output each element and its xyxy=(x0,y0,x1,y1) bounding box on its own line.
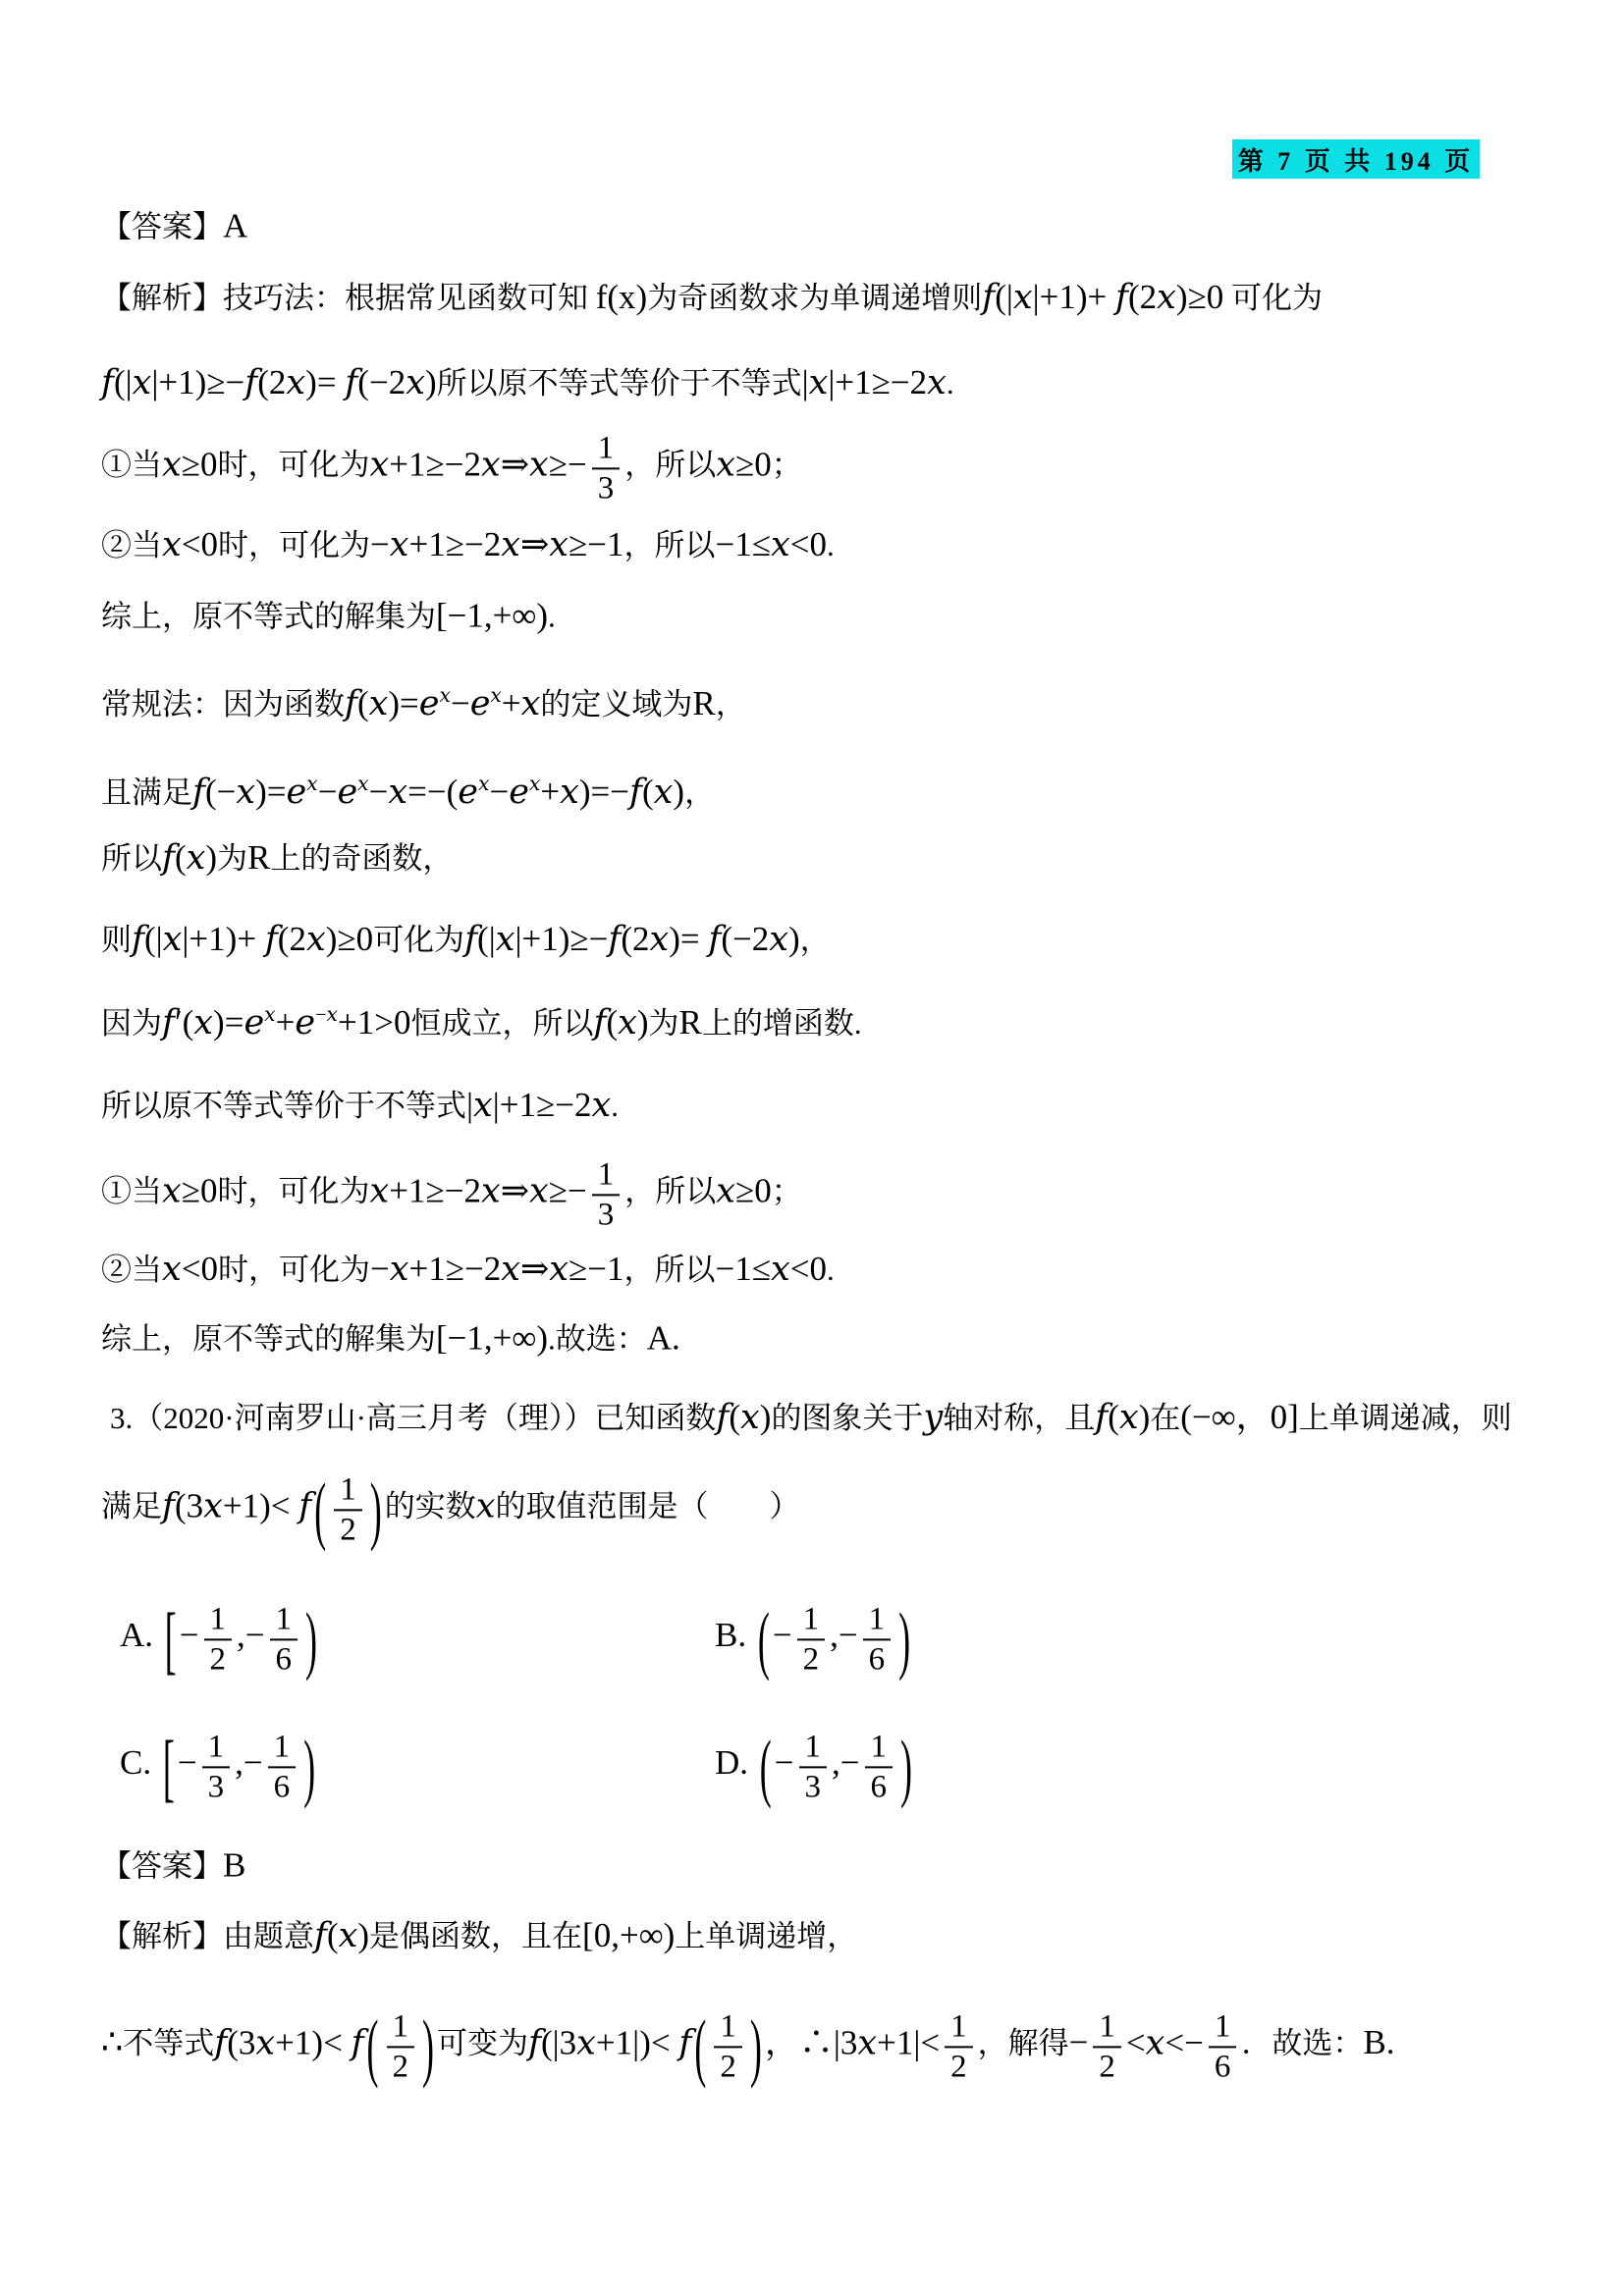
text-run: 【解析】由题意 xyxy=(101,1918,314,1953)
big-delimiter: [ xyxy=(164,1597,177,1682)
big-delimiter: ) xyxy=(900,1725,913,1809)
math-run: −1≤x<0 xyxy=(715,1249,827,1289)
line-case-2a xyxy=(101,521,835,568)
fraction-numerator: 1 xyxy=(868,1601,886,1637)
fraction-denominator: 2 xyxy=(204,1638,233,1677)
text-run: 可化为 xyxy=(373,922,465,957)
text-run: 不等式 xyxy=(123,2026,215,2061)
text-run: . xyxy=(548,599,556,634)
fraction xyxy=(865,1730,893,1803)
text-run: 上的增函数. xyxy=(701,1005,862,1041)
big-delimiter: ) xyxy=(422,2004,435,2089)
math-run: f(x)= xyxy=(345,683,419,723)
text-run: 时，可化为 xyxy=(217,448,370,483)
big-delimiter: [ xyxy=(162,1725,175,1809)
line-equiv xyxy=(101,1082,619,1129)
superscript: −x xyxy=(315,1002,338,1027)
roman-run: R xyxy=(692,683,716,722)
text-run: ， xyxy=(684,774,716,810)
fraction-denominator: 3 xyxy=(592,467,621,506)
line-analysis-3-intro xyxy=(101,1912,857,1959)
fraction-denominator: 6 xyxy=(270,1638,298,1677)
text-run: . xyxy=(826,527,835,562)
math-run: |x|+1≥−2x xyxy=(466,1085,612,1125)
math-run: −x=−( xyxy=(368,772,459,812)
text-run: . xyxy=(946,365,954,400)
big-delimiter: ( xyxy=(759,1725,772,1809)
text-run: 所以原不等式等价于不等式 xyxy=(436,365,802,400)
math-run: − xyxy=(177,1743,197,1783)
superscript: x xyxy=(264,1002,276,1027)
math-run: x≥0 xyxy=(162,445,218,485)
math-run: − xyxy=(450,683,470,722)
text-run: ； xyxy=(771,448,802,483)
text-run: .故选： xyxy=(548,1321,647,1357)
math-run: f(x) xyxy=(162,837,218,878)
line-case-1b xyxy=(101,1157,802,1231)
line-option-d xyxy=(715,1725,915,1809)
text-run: 时，可化为 xyxy=(218,527,370,562)
fraction xyxy=(270,1602,298,1676)
math-power-run: $e^x$ xyxy=(337,772,369,812)
math-run: f′(x)= xyxy=(162,1002,244,1042)
math-run: f(|3x+1|)< f xyxy=(528,2023,692,2063)
text-run: ； xyxy=(771,1174,802,1209)
math-run: − xyxy=(772,1616,792,1655)
roman-run: B. xyxy=(1363,2023,1395,2062)
math-run: x+1≥−2x⇒x≥− xyxy=(369,445,587,485)
text-run: 所以 xyxy=(101,840,162,876)
math-power-run: $e^{-x}$ xyxy=(295,1002,338,1042)
text-run: 因为 xyxy=(101,1005,162,1041)
math-run: f(x) xyxy=(314,1915,370,1955)
math-run: f(|x|+1)+ f(2x)≥0 xyxy=(132,919,374,959)
text-run: 【答案】 xyxy=(101,1848,223,1884)
roman-run: D. xyxy=(715,1743,757,1783)
text-run: 【解析】技巧法：根据常见函数可知 xyxy=(101,280,596,315)
line-derivative xyxy=(101,999,862,1046)
math-run: ,− xyxy=(830,1616,858,1655)
fraction xyxy=(1093,2009,1121,2083)
line-analysis-3-solution xyxy=(101,2004,1395,2089)
line-answer-1 xyxy=(101,202,247,248)
fraction-denominator: 3 xyxy=(799,1766,828,1804)
text-run: ．故选： xyxy=(1241,2026,1364,2061)
text-run: ，所以 xyxy=(624,1174,717,1209)
fraction-denominator: 2 xyxy=(1093,2046,1121,2084)
math-run: + xyxy=(275,1002,296,1041)
fraction-numerator: 1 xyxy=(340,1471,356,1508)
math-run: ,− xyxy=(832,1743,860,1783)
math-run: f(x) xyxy=(716,1397,772,1437)
math-run: − xyxy=(489,772,510,811)
fraction-numerator: 1 xyxy=(209,1601,227,1637)
text-run: 可化为 xyxy=(1223,280,1324,315)
math-run: +x xyxy=(501,683,541,723)
fraction xyxy=(268,1730,297,1803)
math-power-run: $e^x$ xyxy=(418,683,451,723)
math-run: (−∞，0] xyxy=(1180,1397,1299,1436)
math-run: − xyxy=(317,772,338,811)
fraction xyxy=(204,1602,233,1676)
fraction-numerator: 1 xyxy=(207,1729,225,1765)
line-option-c xyxy=(120,1725,318,1809)
fraction-numerator: 1 xyxy=(275,1601,293,1637)
page-number-badge: 第 7 页 共 194 页 xyxy=(1232,139,1480,179)
math-run: +x)=−f(x) xyxy=(540,772,685,812)
math-run: x≥0 xyxy=(162,1171,218,1211)
line-question-3 xyxy=(110,1394,1512,1441)
big-delimiter: ( xyxy=(694,2004,707,2089)
fraction-denominator: 2 xyxy=(387,2046,415,2084)
fraction-denominator: 6 xyxy=(268,1766,297,1804)
math-power-run: $e^x$ xyxy=(469,683,502,723)
fraction-numerator: 1 xyxy=(870,1729,888,1765)
fraction-numerator: 1 xyxy=(392,2008,409,2045)
math-run: f(|x|+1)≥−f(2x)= f(−2x) xyxy=(464,919,800,959)
fraction xyxy=(714,2009,742,2083)
text-run: ，所以 xyxy=(623,1252,716,1287)
text-run: 的图象关于 xyxy=(771,1400,924,1435)
fraction-numerator: 1 xyxy=(1214,2008,1231,2045)
fraction-numerator: 1 xyxy=(597,430,615,466)
roman-run: A xyxy=(223,206,248,245)
math-run: ,− xyxy=(235,1743,263,1783)
math-run: − xyxy=(1068,2023,1089,2062)
math-run: f(3x+1)< f xyxy=(162,1486,312,1526)
text-run: 【答案】 xyxy=(101,209,223,244)
math-run: x+1≥−2x⇒x≥− xyxy=(369,1171,587,1211)
line-conclusion-b xyxy=(101,1314,680,1361)
text-run: 则 xyxy=(101,922,132,957)
math-power-run: $e^x$ xyxy=(509,772,541,812)
fraction-numerator: 1 xyxy=(950,2008,967,2045)
text-run: 的实数 xyxy=(384,1489,476,1524)
fraction-numerator: 1 xyxy=(597,1156,615,1193)
text-run: 上的奇函数， xyxy=(270,840,454,876)
line-answer-3 xyxy=(101,1842,245,1888)
text-run: ②当 xyxy=(101,527,162,562)
text-run: 所以原不等式等价于不等式 xyxy=(101,1088,466,1123)
fraction-numerator: 1 xyxy=(1099,2008,1115,2045)
text-run: 为奇函数求为单调递增则 xyxy=(647,280,983,315)
fraction-numerator: 1 xyxy=(720,2008,736,2045)
line-option-a xyxy=(120,1597,320,1682)
text-run: 是偶函数，且在 xyxy=(369,1918,583,1953)
line-conclusion-a xyxy=(101,592,556,638)
fraction-denominator: 2 xyxy=(945,2046,973,2084)
fraction-denominator: 6 xyxy=(865,1766,893,1804)
fraction xyxy=(202,1730,231,1803)
text-run: ，解得 xyxy=(977,2026,1069,2061)
line-case-1a xyxy=(101,431,802,505)
math-run: f(−x)= xyxy=(192,772,287,812)
roman-run: C. xyxy=(120,1743,160,1783)
text-run: ， xyxy=(799,922,831,957)
fraction xyxy=(387,2009,415,2083)
big-delimiter: ) xyxy=(369,1468,382,1552)
text-run: 的定义域为 xyxy=(540,686,693,721)
math-power-run: $e^x$ xyxy=(286,772,318,812)
math-run: [−1,+∞) xyxy=(436,1318,549,1358)
text-run: 综上，原不等式的解集为 xyxy=(101,599,436,634)
math-run: f(x) xyxy=(1095,1397,1151,1437)
roman-run: A. xyxy=(646,1318,680,1358)
math-run: x≥0 xyxy=(716,1171,772,1211)
big-delimiter: ) xyxy=(305,1597,318,1682)
big-delimiter: ) xyxy=(898,1597,911,1682)
fraction xyxy=(945,2009,973,2083)
text-run: . xyxy=(611,1088,619,1123)
math-run: <x<− xyxy=(1125,2023,1204,2063)
line-odd-conclusion xyxy=(101,834,453,881)
big-delimiter: ) xyxy=(749,2004,762,2089)
text-run: ②当 xyxy=(101,1252,162,1287)
roman-run: B xyxy=(223,1845,246,1885)
math-run: ，∴|3x+1|< xyxy=(764,2023,941,2063)
text-run: 的取值范围是（ ） xyxy=(495,1489,800,1524)
text-run: 且满足 xyxy=(101,774,192,810)
math-power-run: $e^x$ xyxy=(458,772,490,812)
math-run: ,− xyxy=(237,1616,265,1655)
superscript: x xyxy=(528,772,541,796)
text-run: . xyxy=(826,1252,835,1287)
math-run: −x+1≥−2x⇒x≥−1 xyxy=(370,524,624,564)
math-run: f(3x+1)< f xyxy=(214,2023,364,2063)
text-run: ①当 xyxy=(101,1174,162,1209)
fraction xyxy=(797,1602,826,1676)
fraction xyxy=(334,1472,362,1546)
text-run: 为 xyxy=(648,1005,679,1041)
text-run: 时，可化为 xyxy=(217,1174,370,1209)
text-run: ，所以 xyxy=(623,527,716,562)
text-run: 可变为 xyxy=(437,2026,529,2061)
text-run: 综上，原不等式的解集为 xyxy=(101,1321,436,1357)
fraction-numerator: 1 xyxy=(273,1729,291,1765)
text-run: 满足 xyxy=(101,1489,162,1524)
line-option-b xyxy=(715,1597,913,1682)
math-run: y xyxy=(923,1397,944,1437)
math-run: −1≤x<0 xyxy=(715,524,827,564)
superscript: x xyxy=(490,683,502,708)
line-transform xyxy=(101,916,831,963)
line-conventional-method xyxy=(101,680,746,727)
fraction xyxy=(592,431,621,505)
roman-run: A. xyxy=(120,1616,162,1655)
fraction xyxy=(1209,2009,1237,2083)
math-run: f(x) xyxy=(593,1002,649,1042)
roman-run: f(x) xyxy=(595,277,648,316)
big-delimiter: ) xyxy=(303,1725,316,1809)
line-odd-check xyxy=(101,769,715,816)
text-run: ，所以 xyxy=(624,448,717,483)
math-run: x xyxy=(475,1486,496,1526)
math-run: f(|x|+1)+ f(2x)≥0 xyxy=(982,277,1224,317)
fraction-numerator: 1 xyxy=(802,1601,820,1637)
math-run: x<0 xyxy=(162,524,218,564)
big-delimiter: ( xyxy=(314,1468,327,1552)
fraction-numerator: 1 xyxy=(804,1729,822,1765)
math-run: |x|+1≥−2x xyxy=(801,362,947,402)
line-case-2b xyxy=(101,1246,835,1293)
math-run: − xyxy=(774,1743,794,1783)
big-delimiter: ( xyxy=(366,2004,379,2089)
math-run: +1>0 xyxy=(337,1002,411,1041)
fraction-denominator: 2 xyxy=(334,1509,362,1547)
superscript: x xyxy=(439,683,451,708)
roman-run: R xyxy=(678,1002,702,1041)
fraction-denominator: 6 xyxy=(863,1638,892,1677)
line-question-3-stem xyxy=(101,1468,800,1552)
superscript: x xyxy=(478,772,490,796)
line-analysis-1-step xyxy=(101,359,954,406)
text-run: 轴对称，且 xyxy=(943,1400,1096,1435)
text-run: 恒成立，所以 xyxy=(410,1005,594,1041)
text-run: 为 xyxy=(217,840,248,876)
math-run: ∴ xyxy=(101,2023,124,2062)
big-delimiter: ( xyxy=(757,1597,770,1682)
math-run: − xyxy=(179,1616,199,1655)
roman-run: R xyxy=(247,837,271,877)
fraction xyxy=(592,1157,621,1231)
text-run: 上单调递减，则 xyxy=(1298,1400,1512,1435)
text-run: 3.（2020·河南罗山·高三月考（理））已知函数 xyxy=(110,1400,717,1435)
fraction-denominator: 2 xyxy=(797,1638,826,1677)
fraction xyxy=(799,1730,828,1803)
text-run: ①当 xyxy=(101,448,162,483)
math-run: [0,+∞) xyxy=(582,1915,676,1954)
fraction-denominator: 3 xyxy=(592,1194,621,1232)
fraction-denominator: 3 xyxy=(202,1766,231,1804)
line-analysis-1-intro xyxy=(101,274,1323,321)
math-run: x<0 xyxy=(162,1249,218,1289)
fraction-denominator: 6 xyxy=(1209,2046,1237,2084)
text-run: 在 xyxy=(1150,1400,1181,1435)
fraction-denominator: 2 xyxy=(714,2046,742,2084)
superscript: x xyxy=(357,772,369,796)
text-run: 常规法：因为函数 xyxy=(101,686,345,721)
fraction xyxy=(863,1602,892,1676)
text-run: 上单调递增， xyxy=(675,1918,858,1953)
roman-run: B. xyxy=(715,1616,755,1655)
math-run: f(|x|+1)≥−f(2x)= f(−2x) xyxy=(101,362,437,402)
superscript: x xyxy=(306,772,318,796)
math-run: −x+1≥−2x⇒x≥−1 xyxy=(370,1249,624,1289)
text-run: 时，可化为 xyxy=(218,1252,370,1287)
math-run: x≥0 xyxy=(716,445,772,485)
math-power-run: $e^x$ xyxy=(244,1002,276,1042)
math-run: [−1,+∞) xyxy=(436,596,549,635)
text-run: ， xyxy=(715,686,746,721)
